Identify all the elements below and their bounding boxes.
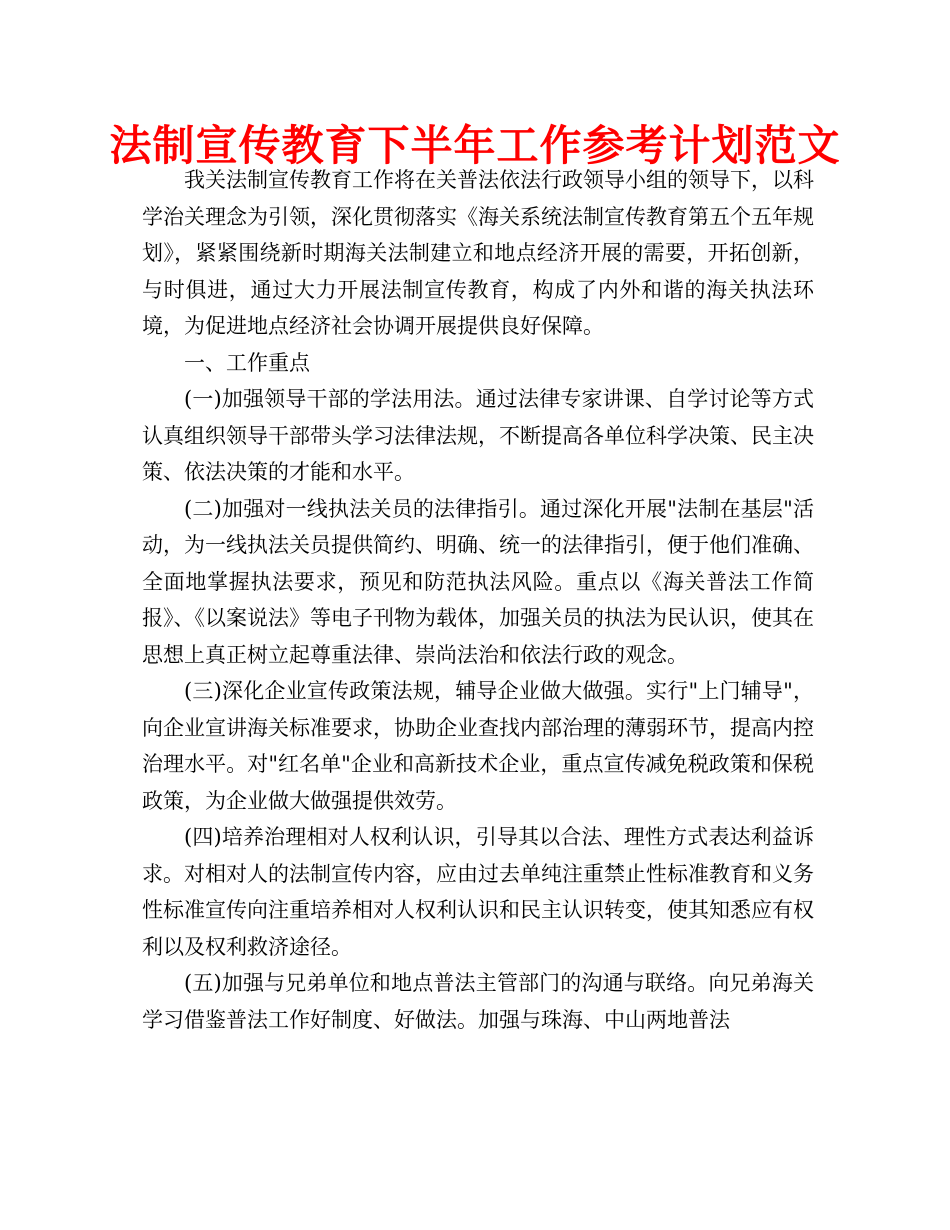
document-body — [142, 162, 814, 1038]
paragraph-item-3: (三)深化企业宣传政策法规，辅导企业做大做强。实行"上门辅导"，向企业宣讲海关标准要求，协助企业查找内部治理的薄弱环节，提高内控治理水平。对"红名单"企业和高新技术企业，重点宣传减免税政策和保税政策，为企业做大做强提供效劳。 — [142, 679, 814, 813]
paragraph-intro: 我关法制宣传教育工作将在关普法依法行政领导小组的领导下，以科学治关理念为引领，深化贯彻落实《海关系统法制宣传教育第五个五年规划》，紧紧围绕新时期海关法制建立和地点经济开展的需要，开拓创新，与时俱进，通过大力开展法制宣传教育，构成了内外和谐的海关执法环境，为促进地点经济社会协调开展提供良好保障。 — [142, 168, 814, 338]
paragraph-item-5: (五)加强与兄弟单位和地点普法主管部门的沟通与联络。向兄弟海关学习借鉴普法工作好制度、好做法。加强与珠海、中山两地普法 — [142, 971, 814, 1032]
paragraph-item-4: (四)培养治理相对人权利认识，引导其以合法、理性方式表达利益诉求。对相对人的法制宣传内容，应由过去单纯注重禁止性标准教育和义务性标准宣传向注重培养相对人权利认识和民主认识转变，使其知悉应有权利以及权利救济途径。 — [142, 825, 814, 959]
paragraph-item-1: (一)加强领导干部的学法用法。通过法律专家讲课、自学讨论等方式认真组织领导干部带头学习法律法规，不断提高各单位科学决策、民主决策、依法决策的才能和水平。 — [142, 387, 814, 484]
paragraph-item-2: (二)加强对一线执法关员的法律指引。通过深化开展"法制在基层"活动，为一线执法关员提供简约、明确、统一的法律指引，便于他们准确、全面地掌握执法要求，预见和防范执法风险。重点以《海关普法工作简报》、《以案说法》等电子刊物为载体，加强关员的执法为民认识，使其在思想上真正树立起尊重法律、崇尚法治和依法行政的观念。 — [142, 496, 814, 667]
document-title: 法制宣传教育下半年工作参考计划范文 — [109, 121, 841, 170]
section-heading-work-focus: 一、工作重点 — [184, 350, 310, 375]
